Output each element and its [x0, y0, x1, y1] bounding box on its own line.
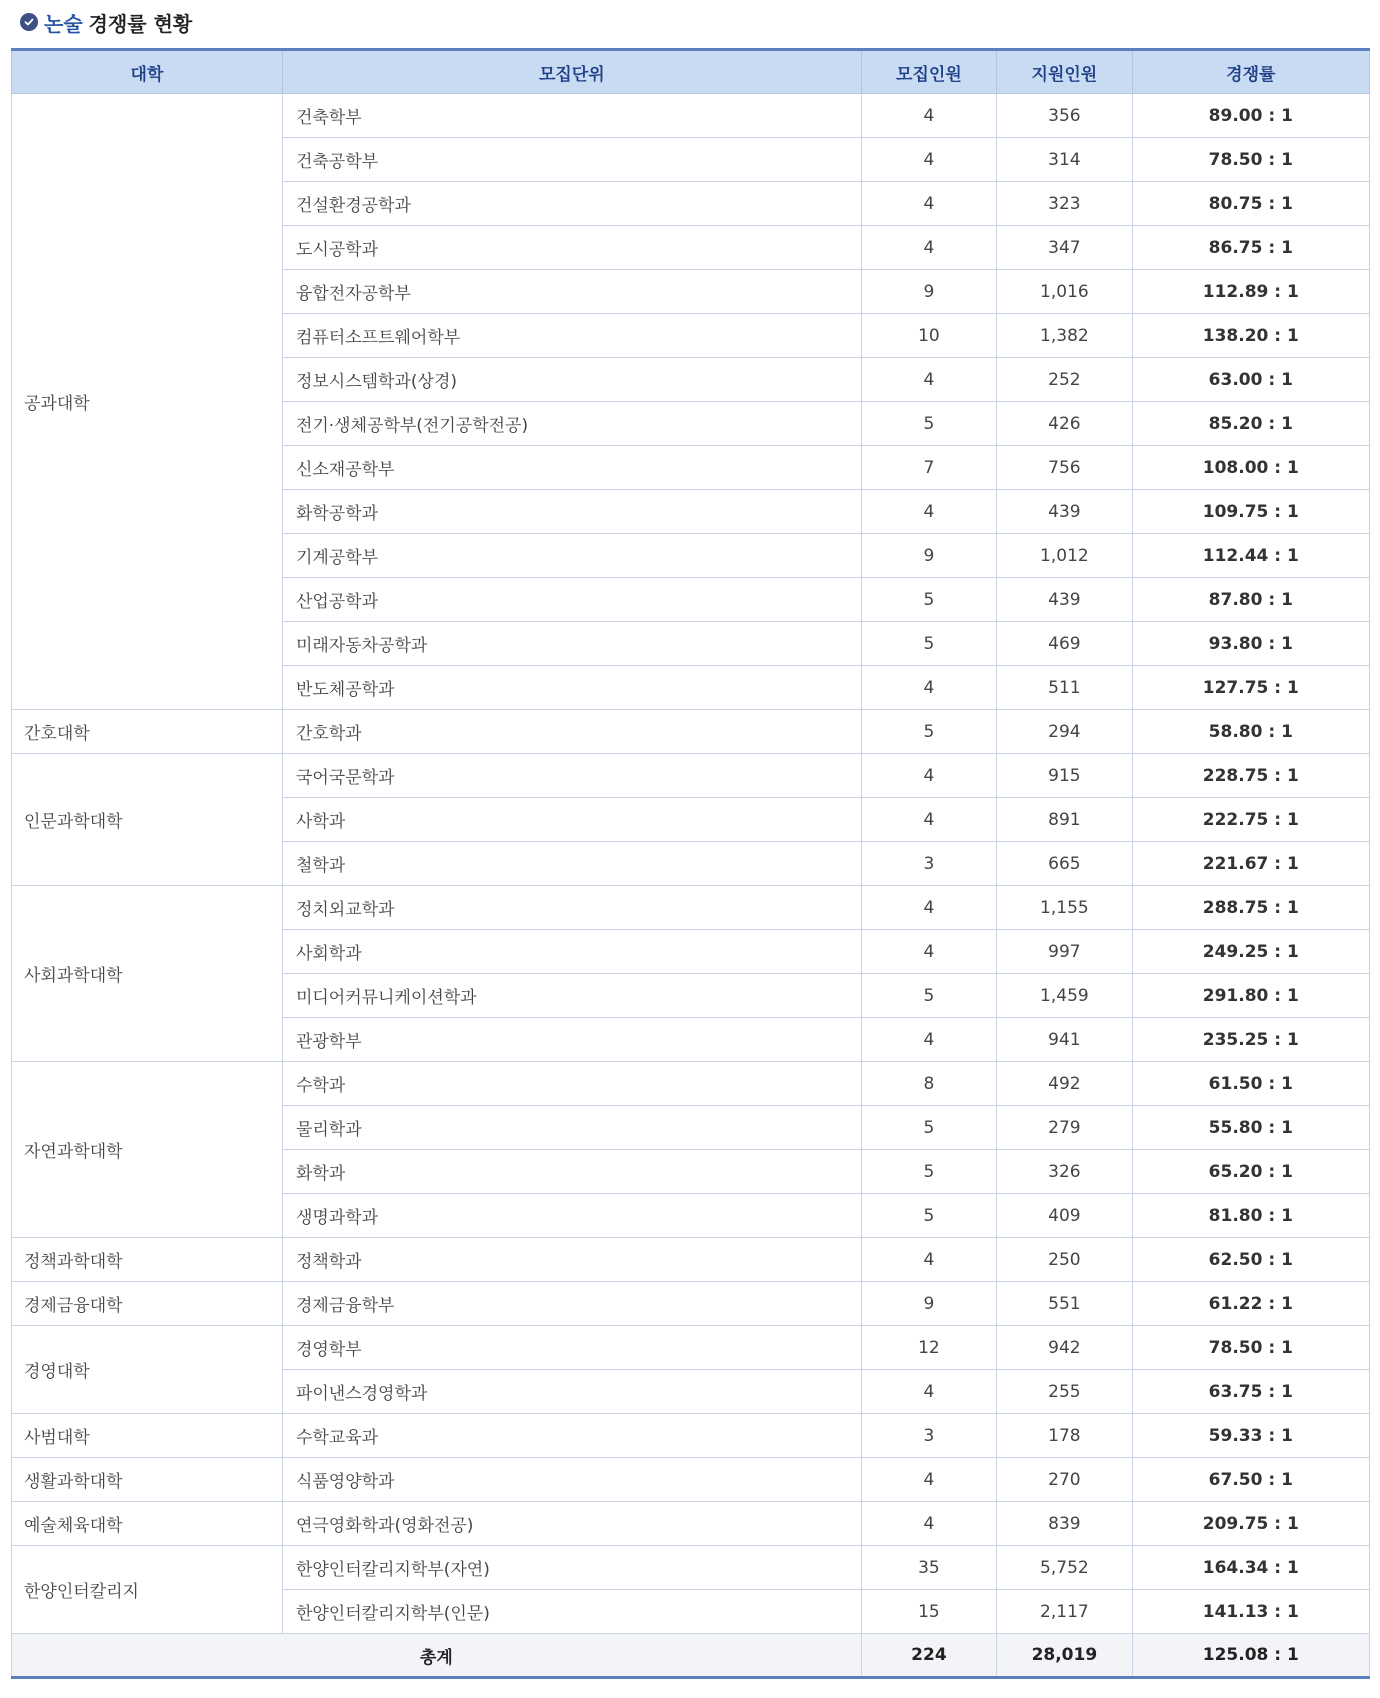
rate-cell: 87.80 : 1: [1132, 578, 1369, 622]
quota-cell: 5: [861, 710, 996, 754]
unit-cell: 기계공학부: [282, 534, 861, 578]
rate-cell: 65.20 : 1: [1132, 1150, 1369, 1194]
rate-cell: 288.75 : 1: [1132, 886, 1369, 930]
rate-cell: 112.89 : 1: [1132, 270, 1369, 314]
quota-cell: 4: [861, 666, 996, 710]
quota-cell: 4: [861, 754, 996, 798]
rate-cell: 78.50 : 1: [1132, 1326, 1369, 1370]
unit-cell: 화학과: [282, 1150, 861, 1194]
applicants-cell: 323: [997, 182, 1132, 226]
applicants-cell: 255: [997, 1370, 1132, 1414]
applicants-cell: 356: [997, 94, 1132, 138]
unit-cell: 생명과학과: [282, 1194, 861, 1238]
quota-cell: 4: [861, 798, 996, 842]
applicants-cell: 997: [997, 930, 1132, 974]
college-cell: 한양인터칼리지: [12, 1546, 283, 1634]
unit-cell: 경제금융학부: [282, 1282, 861, 1326]
applicants-cell: 469: [997, 622, 1132, 666]
unit-cell: 수학과: [282, 1062, 861, 1106]
table-row: [12, 754, 1370, 798]
college-cell: 생활과학대학: [12, 1458, 283, 1502]
table-row: [12, 1062, 1370, 1106]
unit-cell: 한양인터칼리지학부(인문): [282, 1590, 861, 1634]
quota-cell: 12: [861, 1326, 996, 1370]
quota-cell: 4: [861, 490, 996, 534]
rate-cell: 164.34 : 1: [1132, 1546, 1369, 1590]
applicants-cell: 1,016: [997, 270, 1132, 314]
unit-cell: 사학과: [282, 798, 861, 842]
rate-cell: 59.33 : 1: [1132, 1414, 1369, 1458]
rate-cell: 221.67 : 1: [1132, 842, 1369, 886]
college-cell: 자연과학대학: [12, 1062, 283, 1238]
rate-cell: 81.80 : 1: [1132, 1194, 1369, 1238]
section-title: [20, 6, 192, 38]
applicants-cell: 347: [997, 226, 1132, 270]
total-rate: 125.08 : 1: [1132, 1634, 1369, 1678]
unit-cell: 산업공학과: [282, 578, 861, 622]
rate-cell: 61.22 : 1: [1132, 1282, 1369, 1326]
quota-cell: 8: [861, 1062, 996, 1106]
applicants-cell: 294: [997, 710, 1132, 754]
total-applicants: 28,019: [997, 1634, 1132, 1678]
rate-cell: 89.00 : 1: [1132, 94, 1369, 138]
quota-cell: 4: [861, 182, 996, 226]
applicants-cell: 915: [997, 754, 1132, 798]
unit-cell: 식품영양학과: [282, 1458, 861, 1502]
applicants-cell: 439: [997, 578, 1132, 622]
applicants-cell: 492: [997, 1062, 1132, 1106]
unit-cell: 화학공학과: [282, 490, 861, 534]
unit-cell: 미디어커뮤니케이션학과: [282, 974, 861, 1018]
rate-cell: 63.00 : 1: [1132, 358, 1369, 402]
quota-cell: 4: [861, 94, 996, 138]
applicants-cell: 326: [997, 1150, 1132, 1194]
table-header-row: [12, 50, 1370, 94]
unit-cell: 한양인터칼리지학부(자연): [282, 1546, 861, 1590]
title-accent: 논술: [44, 11, 83, 36]
quota-cell: 7: [861, 446, 996, 490]
header-quota: 모집인원: [861, 50, 996, 94]
applicants-cell: 839: [997, 1502, 1132, 1546]
applicants-cell: 1,012: [997, 534, 1132, 578]
college-cell: 공과대학: [12, 94, 283, 710]
total-quota: 224: [861, 1634, 996, 1678]
table-row: [12, 1326, 1370, 1370]
header-applicants: 지원인원: [997, 50, 1132, 94]
unit-cell: 사회학과: [282, 930, 861, 974]
rate-cell: 67.50 : 1: [1132, 1458, 1369, 1502]
quota-cell: 4: [861, 1458, 996, 1502]
quota-cell: 4: [861, 358, 996, 402]
college-cell: 경제금융대학: [12, 1282, 283, 1326]
college-cell: 인문과학대학: [12, 754, 283, 886]
quota-cell: 5: [861, 578, 996, 622]
table-row: [12, 1282, 1370, 1326]
college-cell: 사회과학대학: [12, 886, 283, 1062]
applicants-cell: 5,752: [997, 1546, 1132, 1590]
applicants-cell: 1,382: [997, 314, 1132, 358]
rate-cell: 235.25 : 1: [1132, 1018, 1369, 1062]
college-cell: 예술체육대학: [12, 1502, 283, 1546]
quota-cell: 4: [861, 138, 996, 182]
rate-cell: 291.80 : 1: [1132, 974, 1369, 1018]
applicants-cell: 1,459: [997, 974, 1132, 1018]
unit-cell: 정보시스템학과(상경): [282, 358, 861, 402]
quota-cell: 9: [861, 270, 996, 314]
unit-cell: 연극영화학과(영화전공): [282, 1502, 861, 1546]
applicants-cell: 941: [997, 1018, 1132, 1062]
total-label: 총계: [12, 1634, 862, 1678]
unit-cell: 수학교육과: [282, 1414, 861, 1458]
table-row: [12, 94, 1370, 138]
quota-cell: 3: [861, 842, 996, 886]
unit-cell: 정책학과: [282, 1238, 861, 1282]
unit-cell: 정치외교학과: [282, 886, 861, 930]
rate-cell: 80.75 : 1: [1132, 182, 1369, 226]
rate-cell: 58.80 : 1: [1132, 710, 1369, 754]
quota-cell: 5: [861, 974, 996, 1018]
header-rate: 경쟁률: [1132, 50, 1369, 94]
applicants-cell: 178: [997, 1414, 1132, 1458]
table-row: [12, 1414, 1370, 1458]
applicants-cell: 270: [997, 1458, 1132, 1502]
quota-cell: 9: [861, 1282, 996, 1326]
table-row: [12, 886, 1370, 930]
unit-cell: 전기·생체공학부(전기공학전공): [282, 402, 861, 446]
unit-cell: 컴퓨터소프트웨어학부: [282, 314, 861, 358]
applicants-cell: 756: [997, 446, 1132, 490]
quota-cell: 5: [861, 1150, 996, 1194]
quota-cell: 10: [861, 314, 996, 358]
table-row: [12, 1546, 1370, 1590]
check-circle-icon: [20, 13, 38, 31]
unit-cell: 국어국문학과: [282, 754, 861, 798]
table-row: [12, 1502, 1370, 1546]
quota-cell: 4: [861, 1502, 996, 1546]
rate-cell: 141.13 : 1: [1132, 1590, 1369, 1634]
rate-cell: 55.80 : 1: [1132, 1106, 1369, 1150]
rate-cell: 249.25 : 1: [1132, 930, 1369, 974]
table-row: [12, 1238, 1370, 1282]
quota-cell: 4: [861, 1370, 996, 1414]
competition-rate-table: [11, 48, 1370, 1679]
college-cell: 정책과학대학: [12, 1238, 283, 1282]
quota-cell: 4: [861, 226, 996, 270]
applicants-cell: 409: [997, 1194, 1132, 1238]
applicants-cell: 942: [997, 1326, 1132, 1370]
table-row: [12, 710, 1370, 754]
applicants-cell: 250: [997, 1238, 1132, 1282]
unit-cell: 물리학과: [282, 1106, 861, 1150]
table-body: [12, 94, 1370, 1634]
title-text: 경쟁률 현황: [88, 11, 193, 36]
unit-cell: 파이낸스경영학과: [282, 1370, 861, 1414]
header-college: 대학: [12, 50, 283, 94]
applicants-cell: 426: [997, 402, 1132, 446]
quota-cell: 5: [861, 1106, 996, 1150]
rate-cell: 127.75 : 1: [1132, 666, 1369, 710]
rate-cell: 61.50 : 1: [1132, 1062, 1369, 1106]
applicants-cell: 2,117: [997, 1590, 1132, 1634]
quota-cell: 4: [861, 886, 996, 930]
rate-cell: 209.75 : 1: [1132, 1502, 1369, 1546]
applicants-cell: 551: [997, 1282, 1132, 1326]
college-cell: 경영대학: [12, 1326, 283, 1414]
quota-cell: 4: [861, 930, 996, 974]
applicants-cell: 279: [997, 1106, 1132, 1150]
rate-cell: 63.75 : 1: [1132, 1370, 1369, 1414]
rate-cell: 93.80 : 1: [1132, 622, 1369, 666]
applicants-cell: 891: [997, 798, 1132, 842]
quota-cell: 3: [861, 1414, 996, 1458]
rate-cell: 112.44 : 1: [1132, 534, 1369, 578]
quota-cell: 5: [861, 622, 996, 666]
college-cell: 간호대학: [12, 710, 283, 754]
applicants-cell: 665: [997, 842, 1132, 886]
unit-cell: 건축학부: [282, 94, 861, 138]
rate-cell: 108.00 : 1: [1132, 446, 1369, 490]
unit-cell: 건설환경공학과: [282, 182, 861, 226]
unit-cell: 융합전자공학부: [282, 270, 861, 314]
applicants-cell: 511: [997, 666, 1132, 710]
quota-cell: 15: [861, 1590, 996, 1634]
rate-cell: 85.20 : 1: [1132, 402, 1369, 446]
unit-cell: 미래자동차공학과: [282, 622, 861, 666]
applicants-cell: 252: [997, 358, 1132, 402]
college-cell: 사범대학: [12, 1414, 283, 1458]
quota-cell: 5: [861, 402, 996, 446]
rate-cell: 109.75 : 1: [1132, 490, 1369, 534]
rate-cell: 228.75 : 1: [1132, 754, 1369, 798]
quota-cell: 35: [861, 1546, 996, 1590]
unit-cell: 건축공학부: [282, 138, 861, 182]
unit-cell: 관광학부: [282, 1018, 861, 1062]
unit-cell: 간호학과: [282, 710, 861, 754]
unit-cell: 철학과: [282, 842, 861, 886]
applicants-cell: 314: [997, 138, 1132, 182]
unit-cell: 반도체공학과: [282, 666, 861, 710]
quota-cell: 4: [861, 1238, 996, 1282]
total-row: [12, 1634, 1370, 1678]
unit-cell: 도시공학과: [282, 226, 861, 270]
quota-cell: 4: [861, 1018, 996, 1062]
unit-cell: 신소재공학부: [282, 446, 861, 490]
rate-cell: 78.50 : 1: [1132, 138, 1369, 182]
table-row: [12, 1458, 1370, 1502]
rate-cell: 222.75 : 1: [1132, 798, 1369, 842]
rate-cell: 138.20 : 1: [1132, 314, 1369, 358]
unit-cell: 경영학부: [282, 1326, 861, 1370]
rate-cell: 62.50 : 1: [1132, 1238, 1369, 1282]
rate-cell: 86.75 : 1: [1132, 226, 1369, 270]
applicants-cell: 439: [997, 490, 1132, 534]
quota-cell: 9: [861, 534, 996, 578]
quota-cell: 5: [861, 1194, 996, 1238]
header-unit: 모집단위: [282, 50, 861, 94]
applicants-cell: 1,155: [997, 886, 1132, 930]
